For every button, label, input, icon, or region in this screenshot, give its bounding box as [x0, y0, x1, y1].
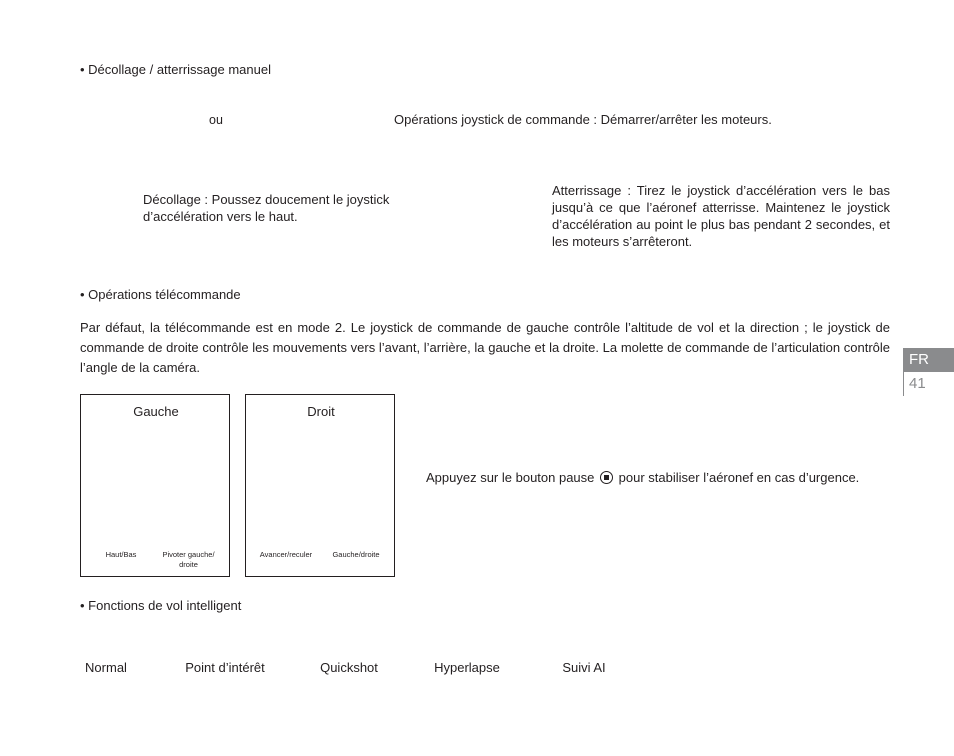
pause-button-icon: [600, 471, 613, 484]
landing-text: Atterrissage : Tirez le joystick d’accélération vers le bas jusqu’à ce que l’aéronef atterrisse. Maintenez le joystick d’accélération au point le plus bas pendant 2 secondes, et les moteurs s’arrêteront.: [552, 183, 890, 249]
start-stop-text: Opérations joystick de commande : Démarrer/arrêter les moteurs.: [394, 112, 772, 127]
section-heading-intelligent-flight: • Fonctions de vol intelligent: [80, 598, 242, 613]
warning-text-after: pour stabiliser l’aéronef en cas d’urgence.: [618, 470, 860, 485]
left-label-rotate: Pivoter gauche/ droite: [162, 550, 215, 569]
right-panel-title: Droit: [307, 404, 335, 419]
mode-label-ai-follow: Suivi AI: [562, 660, 606, 675]
section-heading-remote-operations: • Opérations télécommande: [80, 287, 241, 302]
warning-text: [426, 469, 859, 486]
or-label: ou: [209, 113, 223, 127]
language-tab: [903, 348, 954, 372]
left-panel-title: Gauche: [133, 404, 179, 419]
remote-operations-paragraph: Par défaut, la télécommande est en mode 2. Le joystick de commande de gauche contrôle l’altitude de vol et la direction ; le joystick de commande de droite contrôle les mouvements vers l’avant, l’arrière, la gauche et la droite. La molette de commande de l’articulation contrôle l’angle de la caméra.: [80, 320, 890, 375]
warning-text-before: Appuyez sur le bouton pause: [426, 470, 595, 485]
right-stick-panel: [245, 394, 395, 577]
mode-label-quickshot: Quickshot: [320, 660, 378, 675]
right-label-left-right: Gauche/droite: [332, 550, 380, 559]
page-number: 41: [909, 375, 926, 392]
mode-label-normal: Normal: [85, 660, 127, 675]
right-label-forward-back: Avancer/reculer: [259, 550, 313, 559]
left-stick-panel: [80, 394, 230, 577]
page-number-tab: [903, 372, 954, 396]
language-label: FR: [909, 351, 929, 368]
mode-label-hyperlapse: Hyperlapse: [434, 660, 500, 675]
left-label-up-down: Haut/Bas: [105, 550, 137, 559]
section-heading-takeoff-landing: • Décollage / atterrissage manuel: [80, 62, 271, 77]
takeoff-text: Décollage : Poussez doucement le joystick d’accélération vers le haut.: [143, 192, 390, 224]
mode-label-point-of-interest: Point d’intérêt: [185, 660, 265, 675]
